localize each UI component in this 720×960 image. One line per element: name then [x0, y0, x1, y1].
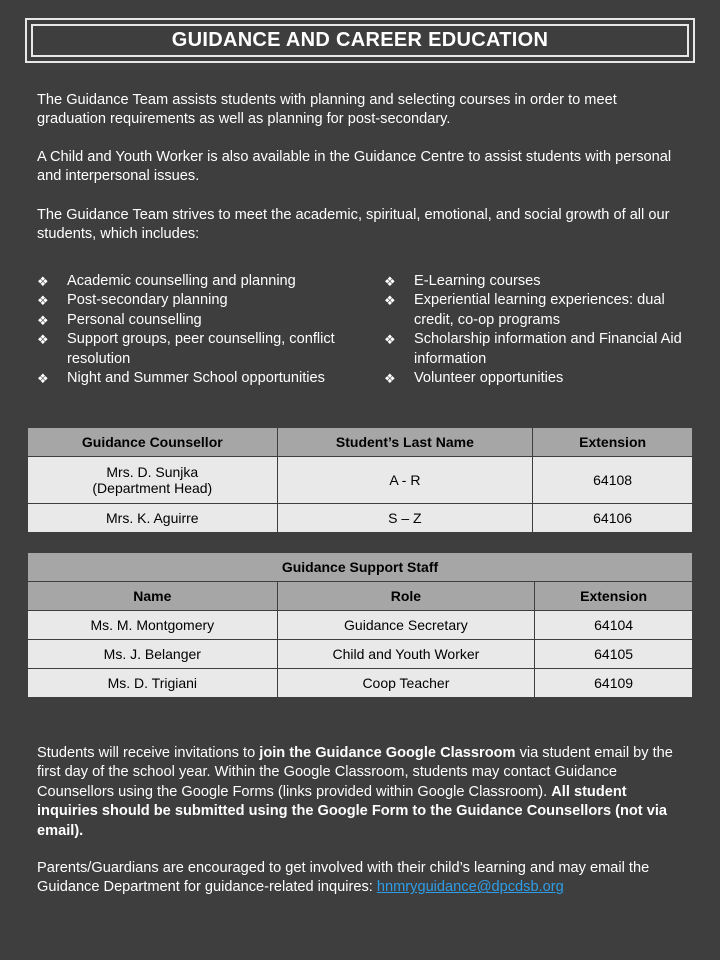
table-row	[28, 669, 693, 698]
list-item: ❖ Academic counselling and planning	[37, 272, 337, 291]
table-title-row	[28, 553, 693, 582]
diamond-bullet-icon: ❖	[37, 312, 49, 328]
list-item: ❖ Personal counselling	[37, 311, 337, 330]
staff-role-cell: Guidance Secretary	[277, 611, 535, 640]
extension-cell: 64109	[535, 669, 693, 698]
table-row	[28, 611, 693, 640]
table-title: Guidance Support Staff	[28, 553, 693, 582]
diamond-bullet-icon: ❖	[37, 371, 49, 387]
list-item: ❖ Support groups, peer counselling, conflict resolution	[37, 331, 335, 367]
column-header: Name	[28, 582, 278, 611]
services-list-left	[37, 272, 337, 388]
intro-paragraph-1: The Guidance Team assists students with planning and selecting courses in order to meet graduation requirements as well as planning for post-secondary.	[37, 92, 617, 128]
extension-cell: 64106	[533, 504, 693, 533]
intro-paragraph-3: The Guidance Team strives to meet the academic, spiritual, emotional, and social growth of all our students, which includes:	[37, 207, 670, 243]
services-list-right	[384, 272, 694, 388]
list-item: ❖ Volunteer opportunities	[384, 369, 694, 388]
diamond-bullet-icon: ❖	[384, 371, 396, 387]
counsellor-name-cell: Mrs. K. Aguirre	[28, 504, 278, 533]
extension-cell: 64105	[535, 640, 693, 669]
guidance-email-link[interactable]: hnmryguidance@dpcdsb.org	[376, 879, 564, 896]
counsellor-table	[27, 427, 693, 533]
classroom-paragraph: Students will receive invitations to join the Guidance Google Classroom via student email by the first day of the school year. Within the Google Classroom, students may contact Guidance Counsellors using the Google Forms (links provided within Google Classroom). All student inquiries should be submitted using the Google Form to the Guidance Counsellors (not via email).	[37, 745, 673, 839]
column-header: Student’s Last Name	[277, 428, 533, 457]
list-item: ❖ Night and Summer School opportunities	[37, 369, 337, 388]
diamond-bullet-icon: ❖	[384, 274, 396, 289]
counsellor-name-cell: Mrs. D. Sunjka (Department Head)	[28, 457, 278, 504]
last-name-range-cell: A - R	[277, 457, 533, 504]
title-frame	[25, 18, 695, 63]
column-header: Role	[277, 582, 535, 611]
staff-name-cell: Ms. J. Belanger	[28, 640, 278, 669]
diamond-bullet-icon: ❖	[384, 293, 396, 309]
staff-name-cell: Ms. M. Montgomery	[28, 611, 278, 640]
diamond-bullet-icon: ❖	[37, 293, 49, 309]
extension-cell: 64108	[533, 457, 693, 504]
page-title: GUIDANCE AND CAREER EDUCATION	[31, 24, 689, 57]
last-name-range-cell: S – Z	[277, 504, 533, 533]
table-row	[28, 640, 693, 669]
table-row	[28, 457, 693, 504]
support-staff-table	[27, 552, 693, 698]
table-header-row	[28, 428, 693, 457]
diamond-bullet-icon: ❖	[384, 332, 396, 348]
classroom-emphasis: join the Guidance Google Classroom	[259, 745, 516, 761]
table-header-row	[28, 582, 693, 611]
inquiry-instruction: All student inquiries should be submitted using the Google Form to the Guidance Counsellors (not via email).	[37, 783, 668, 839]
diamond-bullet-icon: ❖	[37, 332, 49, 348]
list-item: ❖ Scholarship information and Financial Aid information	[384, 331, 682, 367]
column-header: Extension	[535, 582, 693, 611]
staff-role-cell: Child and Youth Worker	[277, 640, 535, 669]
column-header: Guidance Counsellor	[28, 428, 278, 457]
list-item: ❖ E-Learning courses	[384, 272, 694, 291]
list-item: ❖ Post-secondary planning	[37, 291, 337, 310]
parents-paragraph: Parents/Guardians are encouraged to get involved with their child’s learning and may email the Guidance Department for guidance-related inquires: hnmryguidance@dpcdsb.org	[37, 860, 650, 896]
list-item: ❖ Experiential learning experiences: dual credit, co-op programs	[384, 292, 665, 328]
column-header: Extension	[533, 428, 693, 457]
staff-name-cell: Ms. D. Trigiani	[28, 669, 278, 698]
diamond-bullet-icon: ❖	[37, 274, 49, 289]
staff-role-cell: Coop Teacher	[277, 669, 535, 698]
intro-paragraph-2: A Child and Youth Worker is also available in the Guidance Centre to assist students with personal and interpersonal issues.	[37, 149, 672, 185]
table-row	[28, 504, 693, 533]
extension-cell: 64104	[535, 611, 693, 640]
